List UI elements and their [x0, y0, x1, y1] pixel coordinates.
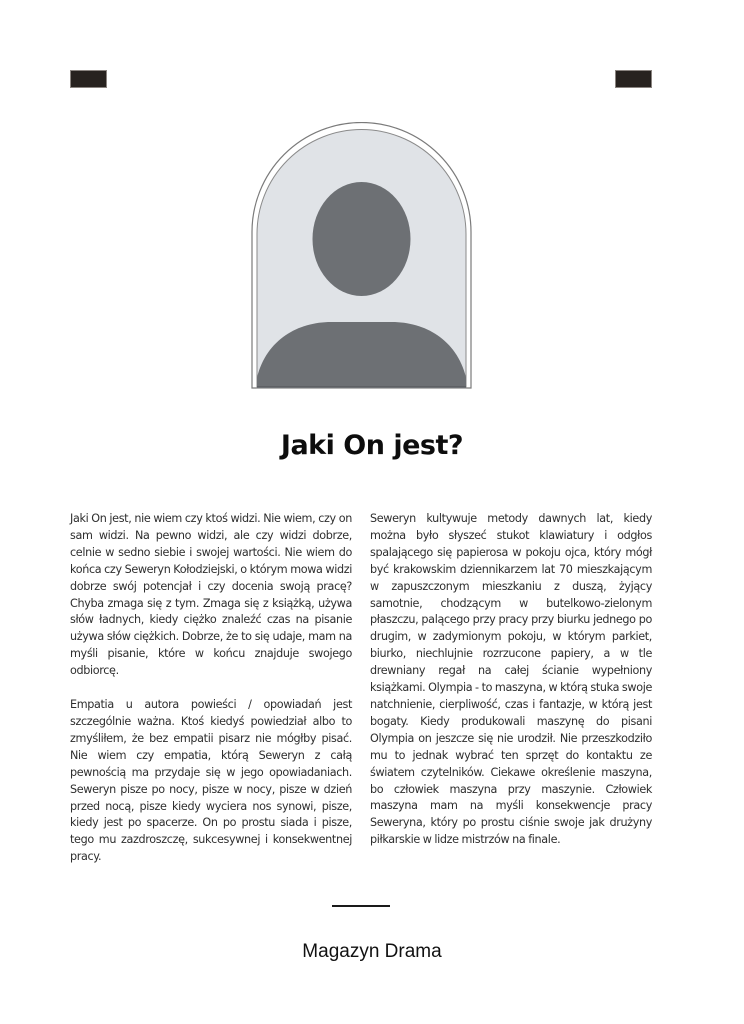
silhouette-head	[313, 182, 411, 296]
footer-divider	[332, 905, 390, 907]
corner-marker-right	[615, 70, 652, 88]
paragraph: Jaki On jest, nie wiem czy ktoś widzi. Nie wiem, czy on sam widzi. Na pewno widzi, ale czy widzi dobrze, celnie w sedno siebie i swojej wartości. Nie wiem do końca czy Seweryn Kołodziejski, o którym mowa widzi dobrze swój potencjał i czy docenia swoją pracę? Chyba zmaga się z tym. Zmaga się z książką, używa słów ładnych, kiedy ciężko znaleźć czas na pisanie używa słów ciężkich. Dobrze, że to się udaje, mam na myśli pisanie, które w końcu znajduje swojego odbiorcę.	[70, 512, 352, 678]
article-column-right	[370, 511, 652, 849]
publication-name: Magazyn Drama	[302, 941, 442, 962]
article-headline: Jaki On jest?	[280, 430, 464, 461]
paragraph: Seweryn kultywuje metody dawnych lat, kiedy można było słyszeć stukot klawiatury i odgłos spalającego się papierosa w pokoju ojca, który mógł być krakowskim dziennikarzem lat 70 mieszkającym w zapuszczonym mieszkaniu z duszą, żyjący samotnie, chodzącym w butelkowo-zielonym płaszczu, palącego przy pracy przy biurku jednego po drugim, w zadymionym pokoju, w którym parkiet, biurko, niechlujnie rozrzucone papiery, a w tle drewniany regał na całej ścianie wypełniony książkami. Olympia - to maszyna, w którą stuka swoje natchnienie, cierpliwość, czas i fantazje, w którą jest bogaty. Kiedy produkowali maszynę do pisani Olympia on jeszcze się nie urodził. Nie przeszkodziło mu to jednak wybrać ten sprzęt do kontaktu ze światem czytelników. Ciekawe określenie maszyna, bo człowiek maszyna przy maszynie. Człowiek maszyna mam na myśli konsekwencje pracy Seweryna, który po prostu ciśnie swoje jak drużyny piłkarskie w lidze mistrzów na finale.	[370, 512, 652, 847]
corner-marker-left	[70, 70, 107, 88]
paragraph: Empatia u autora powieści / opowiadań jest szczególnie ważna. Ktoś kiedyś powiedział albo to zmyśliłem, że bez empatii pisarz nie mógłby pisać. Nie wiem czy empatia, którą Seweryn z całą pewnością ma przydaje się w jego opowiadaniach. Seweryn pisze po nocy, pisze w nocy, pisze w dzień przed nocą, pisze kiedy wyciera nos synowi, pisze, kiedy jest po spacerze. On po prostu siada i pisze, tego mu zazdroszczę, sukcesywnej i konsekwentnej pracy.	[70, 698, 352, 864]
article-column-left	[70, 511, 352, 866]
person-silhouette-icon	[251, 122, 472, 389]
author-portrait-placeholder	[251, 122, 472, 389]
